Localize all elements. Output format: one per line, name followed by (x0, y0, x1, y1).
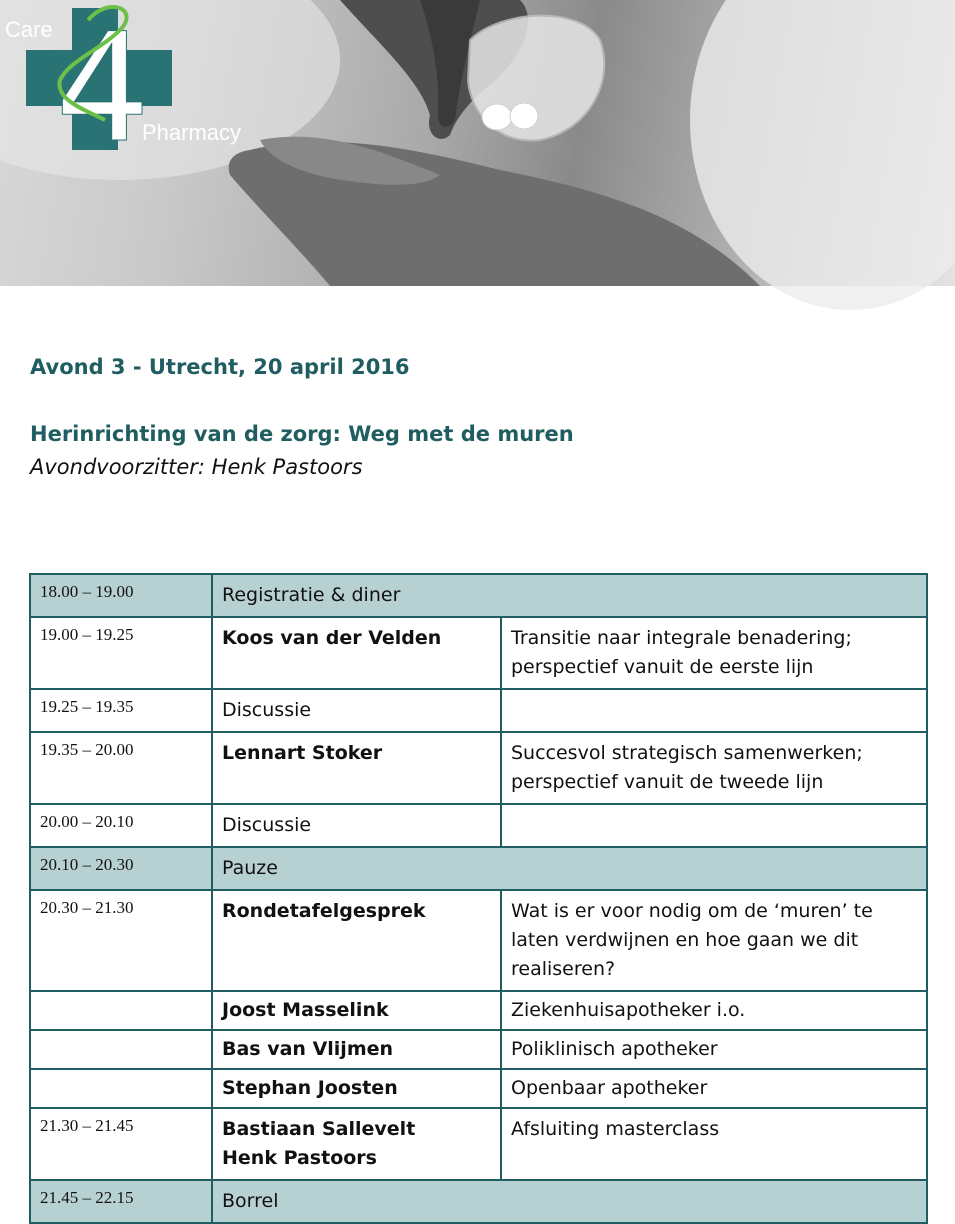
header-banner (0, 0, 955, 286)
topic-cell: Transitie naar integrale benadering; perspectief vanuit de eerste lijn (501, 617, 927, 689)
program-row (30, 1069, 927, 1108)
time-cell: 21.30 – 21.45 (30, 1108, 212, 1180)
speaker-cell: Bas van Vlijmen (212, 1030, 501, 1069)
chairperson-line: Avondvoorzitter: Henk Pastoors (30, 455, 363, 479)
time-cell: 19.25 – 19.35 (30, 689, 212, 732)
program-row (30, 991, 927, 1030)
speaker-cell: Lennart Stoker (212, 732, 501, 804)
speaker-cell: Joost Masselink (212, 991, 501, 1030)
time-cell (30, 1030, 212, 1069)
time-cell: 20.00 – 20.10 (30, 804, 212, 847)
program-row (30, 1030, 927, 1069)
topic-cell: Succesvol strategisch samenwerken; perspectief vanuit de tweede lijn (501, 732, 927, 804)
topic-cell: Wat is er voor nodig om de ‘muren’ te laten verdwijnen en hoe gaan we dit realiseren? (501, 890, 927, 991)
speaker-cell: Discussie (212, 804, 501, 847)
program-row (30, 890, 927, 991)
program-row (30, 847, 927, 890)
topic-cell: Afsluiting masterclass (501, 1108, 927, 1180)
topic-cell: Poliklinisch apotheker (501, 1030, 927, 1069)
program-table (29, 573, 928, 1224)
logo-care-text: Care (5, 17, 53, 42)
speaker-cell: Bastiaan Sallevelt Henk Pastoors (212, 1108, 501, 1180)
speaker-cell: Stephan Joosten (212, 1069, 501, 1108)
time-cell: 19.00 – 19.25 (30, 617, 212, 689)
speaker-cell: Rondetafelgesprek (212, 890, 501, 991)
topic-cell: Openbaar apotheker (501, 1069, 927, 1108)
topic-cell (501, 804, 927, 847)
theme-heading: Herinrichting van de zorg: Weg met de muren (30, 422, 574, 446)
time-cell (30, 991, 212, 1030)
program-row (30, 804, 927, 847)
program-row (30, 617, 927, 689)
program-row (30, 1108, 927, 1180)
logo-pharmacy-text: Pharmacy (142, 120, 242, 145)
time-cell (30, 1069, 212, 1108)
time-cell: 19.35 – 20.00 (30, 732, 212, 804)
program-row (30, 574, 927, 617)
speaker-cell: Koos van der Velden (212, 617, 501, 689)
speaker-cell: Discussie (212, 689, 501, 732)
activity-cell: Pauze (212, 847, 927, 890)
logo-numeral: 4 (55, 2, 151, 176)
time-cell: 20.10 – 20.30 (30, 847, 212, 890)
care4pharmacy-logo (0, 0, 290, 176)
program-row (30, 689, 927, 732)
time-cell: 21.45 – 22.15 (30, 1180, 212, 1223)
program-row (30, 1180, 927, 1223)
evening-heading: Avond 3 - Utrecht, 20 april 2016 (30, 355, 410, 379)
topic-cell (501, 689, 927, 732)
time-cell: 20.30 – 21.30 (30, 890, 212, 991)
activity-cell: Registratie & diner (212, 574, 927, 617)
time-cell: 18.00 – 19.00 (30, 574, 212, 617)
program-row (30, 732, 927, 804)
activity-cell: Borrel (212, 1180, 927, 1223)
topic-cell: Ziekenhuisapotheker i.o. (501, 991, 927, 1030)
